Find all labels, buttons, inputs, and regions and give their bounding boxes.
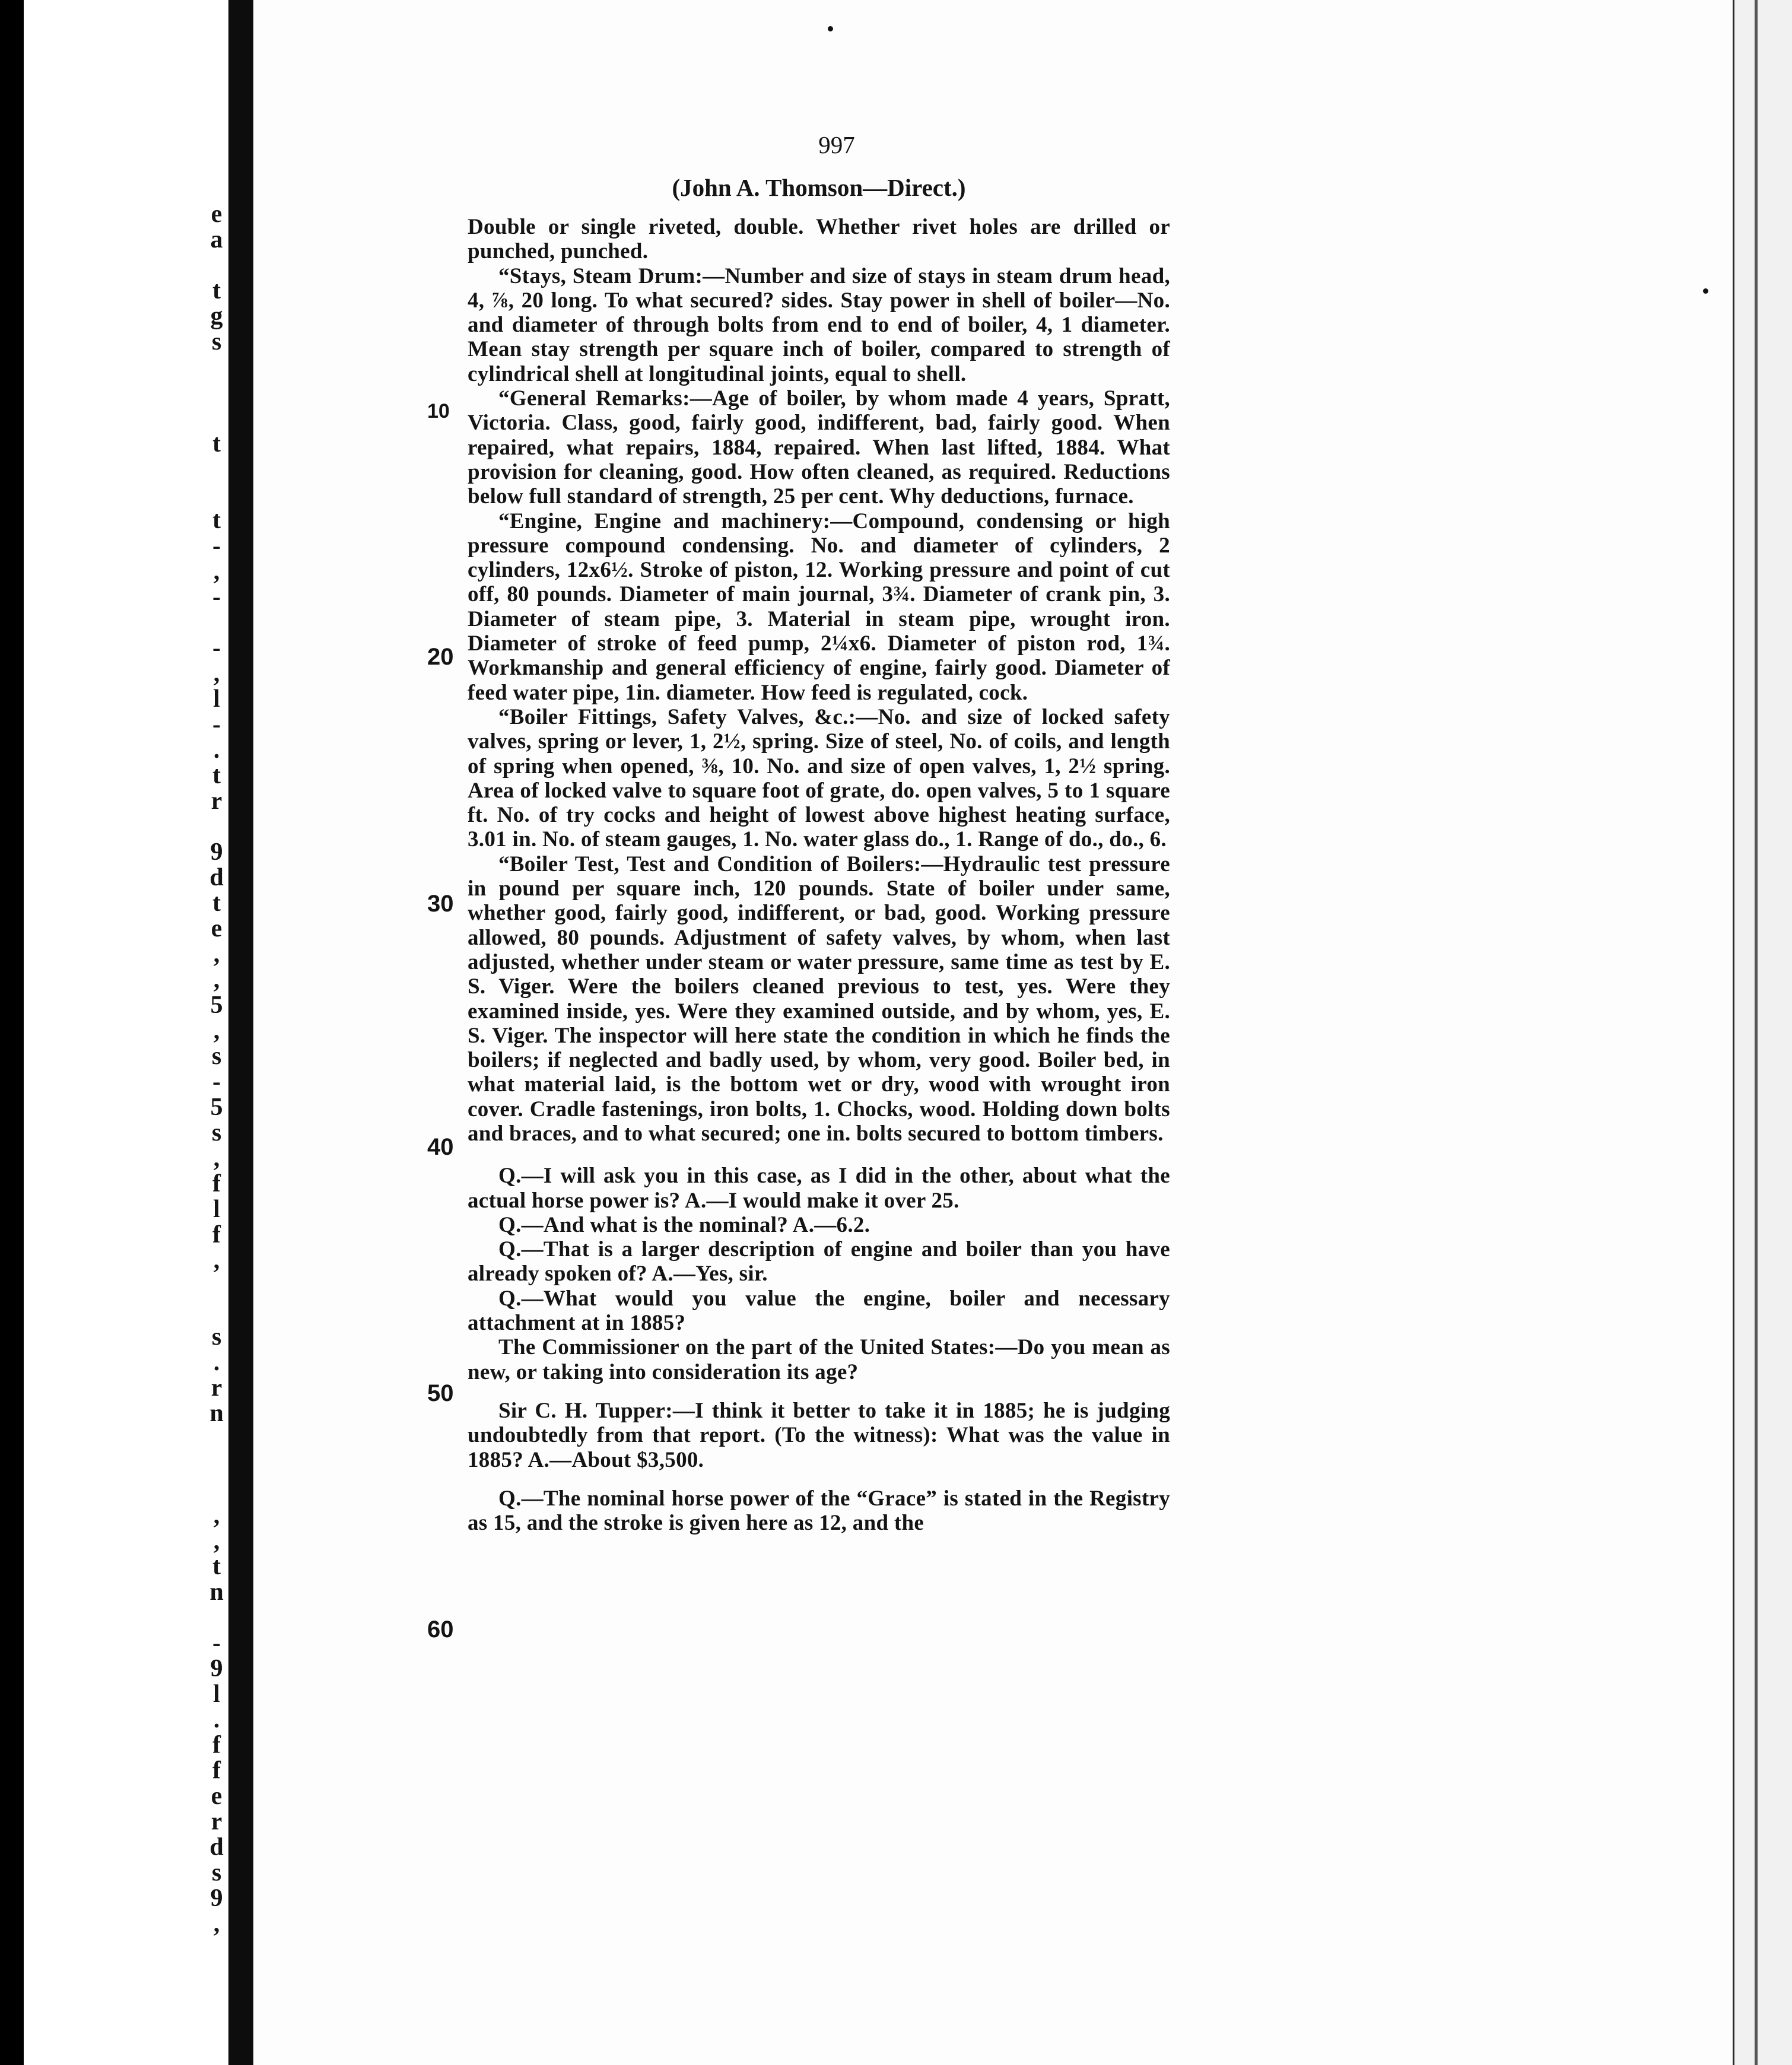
margin-letter: s (211, 1859, 222, 1886)
margin-letter: , (213, 966, 220, 993)
paragraph: “Boiler Test, Test and Condition of Boilers:—Hydraulic test pressure in pound per square inch, 120 pounds. State of boiler under same, whether good, fairly good, indifferent, or bad, good. Working pressure allowed, 80 pounds. Adjustment of safety valves, by whom, when last adjusted, whether under steam or water pressure, same time as test by E. S. Viger. Were the boilers cleaned previous to test, yes. Were they examined inside, yes. Were they examined outside, and by whom, yes, E. S. Viger. The inspector will here state the condition in which he finds the boilers; if neglected and badly used, by whom, very good. Boiler bed, in what material laid, is the bottom wet or dry, wood with wrought iron cover. Cradle fastenings, iron bolts, 1. Chocks, wood. Holding down bolts and braces, and to what secured; one in. bolts secured to bottom timbers. (468, 852, 1170, 1146)
margin-letter: e (211, 201, 223, 228)
margin-letter: . (213, 1349, 220, 1376)
paragraph: “General Remarks:—Age of boiler, by whom made 4 years, Spratt, Victoria. Class, good, fairly good, indifferent, bad, fairly good. When repaired, what repairs, 1884, repaired. When last lifted, 1884. What provision for cleaning, good. How often cleaned, as required. Reductions below full standard of strength, 25 per cent. Why deductions, furnace. (468, 386, 1170, 509)
paragraph: Q.—The nominal horse power of the “Grace” is stated in the Registry as 15, and the stroke is given here as 12, and the (468, 1486, 1170, 1536)
margin-letter: , (213, 1527, 220, 1555)
margin-letter: f (212, 1732, 221, 1759)
margin-letter: s (211, 328, 222, 355)
margin-letter: l (213, 1196, 220, 1223)
paragraph-gap (468, 1384, 1170, 1399)
margin-letter (205, 1427, 228, 1452)
margin-letter (205, 380, 228, 406)
margin-letter (205, 1273, 228, 1299)
margin-letter: a (210, 226, 223, 253)
paragraph: Q.—I will ask you in this case, as I did in the other, about what the actual horse power is? A.—I would make it over 25. (468, 1164, 1170, 1213)
margin-letter: - (212, 583, 221, 611)
margin-letter: , (213, 1910, 220, 1937)
line-number: 40 (427, 1134, 454, 1160)
line-number: 10 (427, 400, 450, 422)
paragraph: “Stays, Steam Drum:—Number and size of stays in steam drum head, 4, ⅞, 20 long. To what secured? sides. Stay power in shell of boiler—No. and diameter of through bolts from end to end of boiler, 4, 1 diameter. Mean stay strength per square inch of boiler, compared to strength of cylindrical shell at longitudinal joints, equal to shell. (468, 263, 1170, 386)
margin-letter: , (213, 558, 220, 585)
paragraph: Double or single riveted, double. Whether rivet holes are drilled or punched, punched. (468, 215, 1170, 264)
margin-letter: e (211, 1783, 223, 1810)
paragraph-gap (468, 1146, 1170, 1164)
margin-letter: n (209, 1400, 224, 1427)
margin-letter: f (212, 1757, 221, 1784)
margin-letter (205, 1478, 228, 1503)
margin-letter: 9 (210, 1655, 223, 1682)
margin-letter: t (212, 889, 221, 917)
margin-letter: - (212, 634, 221, 662)
margin-letter (205, 482, 228, 508)
paragraph: Q.—What would you value the engine, boiler and necessary attachment at in 1885? (468, 1286, 1170, 1336)
paragraph: Q.—And what is the nominal? A.—6.2. (498, 1212, 870, 1237)
margin-letter: t (212, 507, 221, 534)
margin-letter: d (209, 1834, 224, 1861)
margin-letter (205, 457, 228, 482)
margin-letter: e (211, 915, 223, 942)
margin-letter: r (211, 1374, 223, 1402)
margin-letter (205, 406, 228, 431)
margin-letter: t (212, 1553, 221, 1580)
margin-letter: t (212, 430, 221, 458)
margin-letter: , (213, 1247, 220, 1274)
running-head: (John A. Thomson—Direct.) (672, 174, 966, 201)
book-gutter (228, 0, 253, 2065)
margin-letter: , (213, 941, 220, 968)
margin-letter: t (212, 277, 221, 304)
margin-letter: - (212, 532, 221, 560)
margin-letter: s (211, 1043, 222, 1070)
margin-letter (205, 253, 228, 278)
paragraph: The Commissioner on the part of the United States:—Do you mean as new, or taking into consideration its age? (468, 1335, 1170, 1384)
margin-letter: f (212, 1221, 221, 1248)
margin-letter: f (212, 1170, 221, 1197)
margin-letter: , (213, 660, 220, 687)
speck (1703, 288, 1708, 294)
margin-letter: r (211, 1808, 223, 1835)
line-number: 60 (427, 1616, 454, 1643)
speck (828, 26, 833, 31)
margin-letter: . (213, 736, 220, 764)
margin-letter (205, 1452, 228, 1478)
line-number: 30 (427, 891, 454, 917)
scan-border-left (0, 0, 24, 2065)
line-number: 50 (427, 1380, 454, 1406)
margin-letter (205, 610, 228, 636)
margin-letter: n (209, 1578, 224, 1606)
margin-letter (205, 1299, 228, 1324)
margin-letter: r (211, 787, 223, 815)
body-text (468, 215, 1170, 1535)
margin-letter (205, 355, 228, 380)
margin-letter: l (213, 685, 220, 713)
margin-letter: 5 (210, 992, 223, 1019)
margin-letter: , (213, 1502, 220, 1529)
margin-letter: 9 (210, 838, 223, 866)
margin-letter: 9 (210, 1885, 223, 1912)
facing-page-edge (0, 0, 228, 2065)
margin-letter: , (213, 1145, 220, 1172)
facing-page-margin-letters (205, 202, 228, 1937)
line-number: 20 (427, 644, 454, 670)
margin-letter: 5 (210, 1094, 223, 1121)
margin-letter: s (211, 1119, 222, 1146)
margin-letter (205, 814, 228, 840)
paragraph-gap (468, 1472, 1170, 1486)
margin-letter: - (212, 1068, 221, 1095)
margin-letter: d (209, 864, 224, 891)
margin-letter (205, 1605, 228, 1631)
page-number: 997 (818, 131, 855, 158)
paragraph: “Engine, Engine and machinery:—Compound, condensing or high pressure compound condensing. No. and diameter of cylinders, 2 cylinders, 12x6½. Stroke of piston, 12. Working pressure and point of cut off, 80 pounds. Diameter of main journal, 3¾. Diameter of crank pin, 3. Diameter of steam pipe, 3. Material in steam pipe, wrought iron. Diameter of stroke of feed pump, 2¼x6. Diameter of piston rod, 1¾. Workmanship and general efficiency of engine, fairly good. Diameter of feed water pipe, 1in. diameter. How feed is regulated, cock. (468, 509, 1170, 705)
margin-letter: g (210, 303, 223, 330)
paragraph: Q.—That is a larger description of engine and boiler than you have already spoken of? A.—Yes, sir. (468, 1237, 1170, 1286)
scan-border-right (1733, 0, 1792, 2065)
margin-letter: . (213, 1706, 220, 1733)
margin-letter: l (213, 1680, 220, 1708)
paragraph: “Boiler Fittings, Safety Valves, &c.:—No. and size of locked safety valves, spring or lever, 1, 2½, spring. Size of steel, No. of coils, and length of spring when opened, ⅜, 10. No. and size of open valves, 1, 2½ spring. Area of locked valve to square foot of grate, do. open valves, 5 to 1 square ft. No. of try cocks and height of lowest above highest heating surface, 3.01 in. No. of steam gauges, 1. No. water glass do., 1. Range of do., do., 6. (468, 704, 1170, 852)
margin-letter: , (213, 1017, 220, 1044)
margin-letter: t (212, 762, 221, 789)
margin-letter: s (211, 1323, 222, 1351)
margin-letter: - (212, 711, 221, 738)
paragraph: Sir C. H. Tupper:—I think it better to take it in 1885; he is judging undoubtedly from that report. (To the witness): What was the value in 1885? A.—About $3,500. (468, 1398, 1170, 1472)
margin-letter: - (212, 1629, 221, 1657)
